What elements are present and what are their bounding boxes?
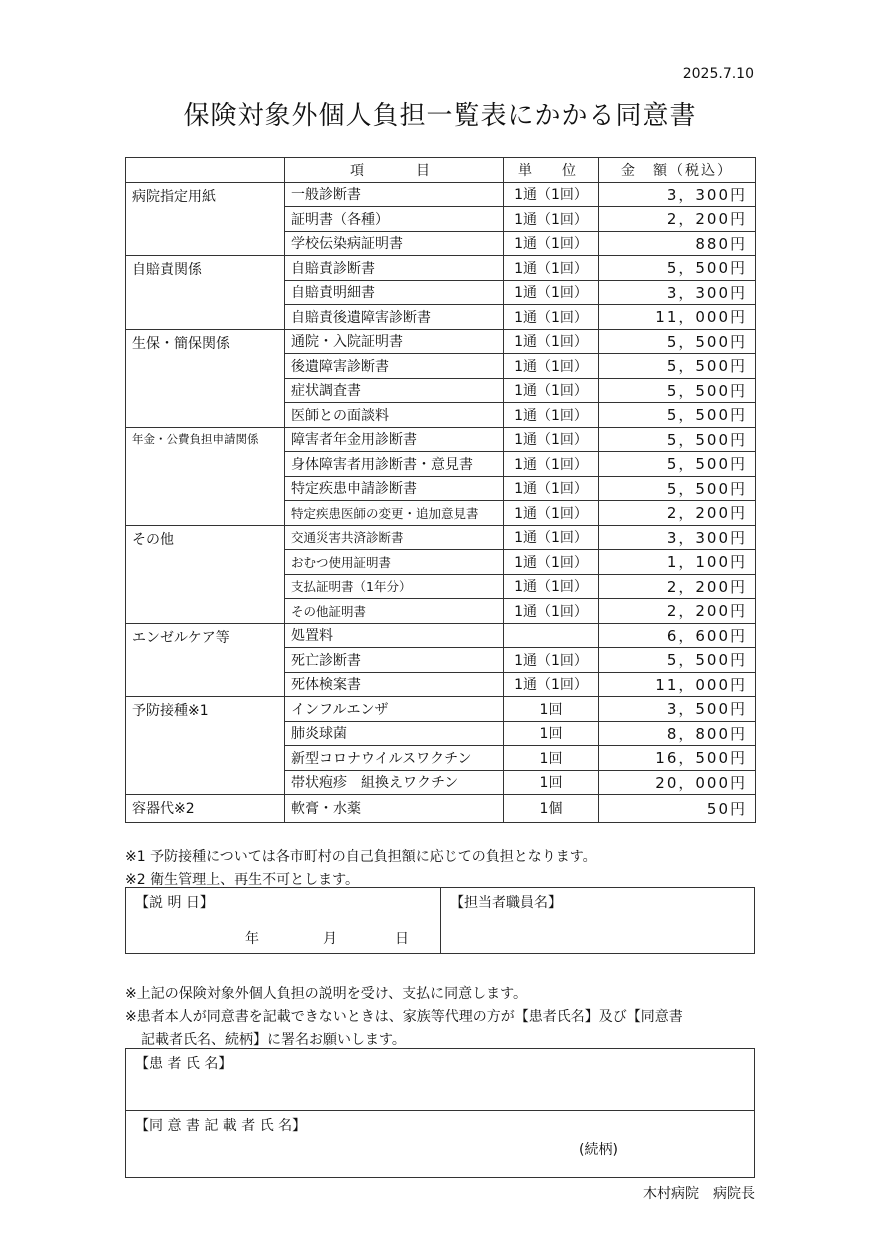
unit-cell: 1回 <box>504 770 599 795</box>
explanation-date-label: 【説 明 日】 <box>135 895 214 911</box>
header-amount: 金 額（税込） <box>599 158 756 183</box>
item-cell: 学校伝染病証明書 <box>285 231 504 256</box>
item-cell: 肺炎球菌 <box>285 721 504 746</box>
relationship-label: (続柄) <box>579 1142 618 1158</box>
proxy-instruction-cont: 記載者氏名、続柄】に署名お願いします。 <box>141 1032 406 1048</box>
header-item: 項 目 <box>285 158 504 183</box>
amount-cell: 5，500円 <box>599 427 756 452</box>
document-date: 2025.7.10 <box>682 66 754 82</box>
unit-cell: 1通（1回） <box>504 207 599 232</box>
unit-cell: 1通（1回） <box>504 256 599 281</box>
header-category <box>126 158 285 183</box>
unit-cell: 1通（1回） <box>504 599 599 624</box>
table-row <box>126 623 756 648</box>
category-cell: 予防接種※1 <box>126 697 285 795</box>
unit-cell: 1回 <box>504 721 599 746</box>
unit-cell: 1通（1回） <box>504 354 599 379</box>
unit-cell: 1通（1回） <box>504 378 599 403</box>
item-cell: その他証明書 <box>285 599 504 624</box>
unit-cell: 1通（1回） <box>504 182 599 207</box>
item-cell: 軟膏・水薬 <box>285 795 504 823</box>
amount-cell: 20，000円 <box>599 770 756 795</box>
unit-cell: 1個 <box>504 795 599 823</box>
amount-cell: 11，000円 <box>599 305 756 330</box>
item-cell: 後遺障害診断書 <box>285 354 504 379</box>
category-cell: その他 <box>126 525 285 623</box>
category-cell: 生保・簡保関係 <box>126 329 285 427</box>
patient-name-label: 【患 者 氏 名】 <box>135 1056 233 1072</box>
category-cell: エンゼルケア等 <box>126 623 285 697</box>
item-cell: 死亡診断書 <box>285 648 504 673</box>
amount-cell: 16，500円 <box>599 746 756 771</box>
amount-cell: 11，000円 <box>599 672 756 697</box>
item-cell: 新型コロナウイルスワクチン <box>285 746 504 771</box>
unit-cell: 1通（1回） <box>504 329 599 354</box>
note-vaccination: ※1 予防接種については各市町村の自己負担額に応じての負担となります。 <box>125 849 597 865</box>
fee-table <box>125 157 756 823</box>
item-cell: 交通災害共済診断書 <box>285 525 504 550</box>
table-row <box>126 329 756 354</box>
amount-cell: 3，300円 <box>599 525 756 550</box>
category-cell: 年金・公費負担申請関係 <box>126 427 285 525</box>
hospital-signature: 木村病院 病院長 <box>643 1186 755 1202</box>
item-cell: 帯状疱疹 組換えワクチン <box>285 770 504 795</box>
item-cell: 自賠責後遺障害診断書 <box>285 305 504 330</box>
amount-cell: 5，500円 <box>599 403 756 428</box>
table-row <box>126 182 756 207</box>
table-row <box>126 256 756 281</box>
consent-writer-name-label: 【同 意 書 記 載 者 氏 名】 <box>135 1118 307 1134</box>
amount-cell: 3，300円 <box>599 182 756 207</box>
table-row <box>126 427 756 452</box>
amount-cell: 3，300円 <box>599 280 756 305</box>
item-cell: 通院・入院証明書 <box>285 329 504 354</box>
unit-cell: 1通（1回） <box>504 525 599 550</box>
item-cell: 自賠責明細書 <box>285 280 504 305</box>
table-row <box>126 525 756 550</box>
header-unit: 単 位 <box>504 158 599 183</box>
unit-cell <box>504 623 599 648</box>
explanation-day: 日 <box>395 931 409 947</box>
amount-cell: 2，200円 <box>599 501 756 526</box>
amount-cell: 1，100円 <box>599 550 756 575</box>
amount-cell: 5，500円 <box>599 256 756 281</box>
amount-cell: 2，200円 <box>599 574 756 599</box>
amount-cell: 5，500円 <box>599 329 756 354</box>
amount-cell: 880円 <box>599 231 756 256</box>
item-cell: 特定疾患申請診断書 <box>285 476 504 501</box>
item-cell: 一般診断書 <box>285 182 504 207</box>
item-cell: 自賠責診断書 <box>285 256 504 281</box>
unit-cell: 1通（1回） <box>504 476 599 501</box>
item-cell: 死体検案書 <box>285 672 504 697</box>
document-title: 保険対象外個人負担一覧表にかかる同意書 <box>183 101 697 131</box>
table-header-row <box>126 158 756 183</box>
amount-cell: 5，500円 <box>599 452 756 477</box>
item-cell: 身体障害者用診断書・意見書 <box>285 452 504 477</box>
explanation-year: 年 <box>245 931 259 947</box>
item-cell: 障害者年金用診断書 <box>285 427 504 452</box>
unit-cell: 1通（1回） <box>504 280 599 305</box>
amount-cell: 6，600円 <box>599 623 756 648</box>
amount-cell: 5，500円 <box>599 648 756 673</box>
explanation-box-divider <box>440 887 441 954</box>
unit-cell: 1通（1回） <box>504 452 599 477</box>
unit-cell: 1通（1回） <box>504 501 599 526</box>
unit-cell: 1通（1回） <box>504 403 599 428</box>
unit-cell: 1通（1回） <box>504 305 599 330</box>
consent-statement: ※上記の保険対象外個人負担の説明を受け、支払に同意します。 <box>125 986 528 1002</box>
note-container: ※2 衛生管理上、再生不可とします。 <box>125 872 359 888</box>
item-cell: 支払証明書（1年分） <box>285 574 504 599</box>
item-cell: インフルエンザ <box>285 697 504 722</box>
unit-cell: 1回 <box>504 746 599 771</box>
amount-cell: 3，500円 <box>599 697 756 722</box>
amount-cell: 2，200円 <box>599 207 756 232</box>
proxy-instruction: ※患者本人が同意書を記載できないときは、家族等代理の方が【患者氏名】及び【同意書 <box>125 1009 683 1025</box>
category-cell: 自賠責関係 <box>126 256 285 330</box>
unit-cell: 1回 <box>504 697 599 722</box>
staff-name-label: 【担当者職員名】 <box>450 895 562 911</box>
item-cell: おむつ使用証明書 <box>285 550 504 575</box>
amount-cell: 2，200円 <box>599 599 756 624</box>
unit-cell: 1通（1回） <box>504 550 599 575</box>
unit-cell: 1通（1回） <box>504 231 599 256</box>
amount-cell: 50円 <box>599 795 756 823</box>
unit-cell: 1通（1回） <box>504 672 599 697</box>
amount-cell: 8，800円 <box>599 721 756 746</box>
category-cell: 容器代※2 <box>126 795 285 823</box>
table-row <box>126 795 756 823</box>
explanation-month: 月 <box>323 931 337 947</box>
item-cell: 証明書（各種） <box>285 207 504 232</box>
amount-cell: 5，500円 <box>599 354 756 379</box>
amount-cell: 5，500円 <box>599 378 756 403</box>
unit-cell: 1通（1回） <box>504 648 599 673</box>
unit-cell: 1通（1回） <box>504 574 599 599</box>
item-cell: 医師との面談料 <box>285 403 504 428</box>
item-cell: 症状調査書 <box>285 378 504 403</box>
category-cell: 病院指定用紙 <box>126 182 285 256</box>
unit-cell: 1通（1回） <box>504 427 599 452</box>
table-row <box>126 697 756 722</box>
amount-cell: 5，500円 <box>599 476 756 501</box>
item-cell: 処置料 <box>285 623 504 648</box>
item-cell: 特定疾患医師の変更・追加意見書 <box>285 501 504 526</box>
signature-box-divider <box>125 1110 755 1111</box>
